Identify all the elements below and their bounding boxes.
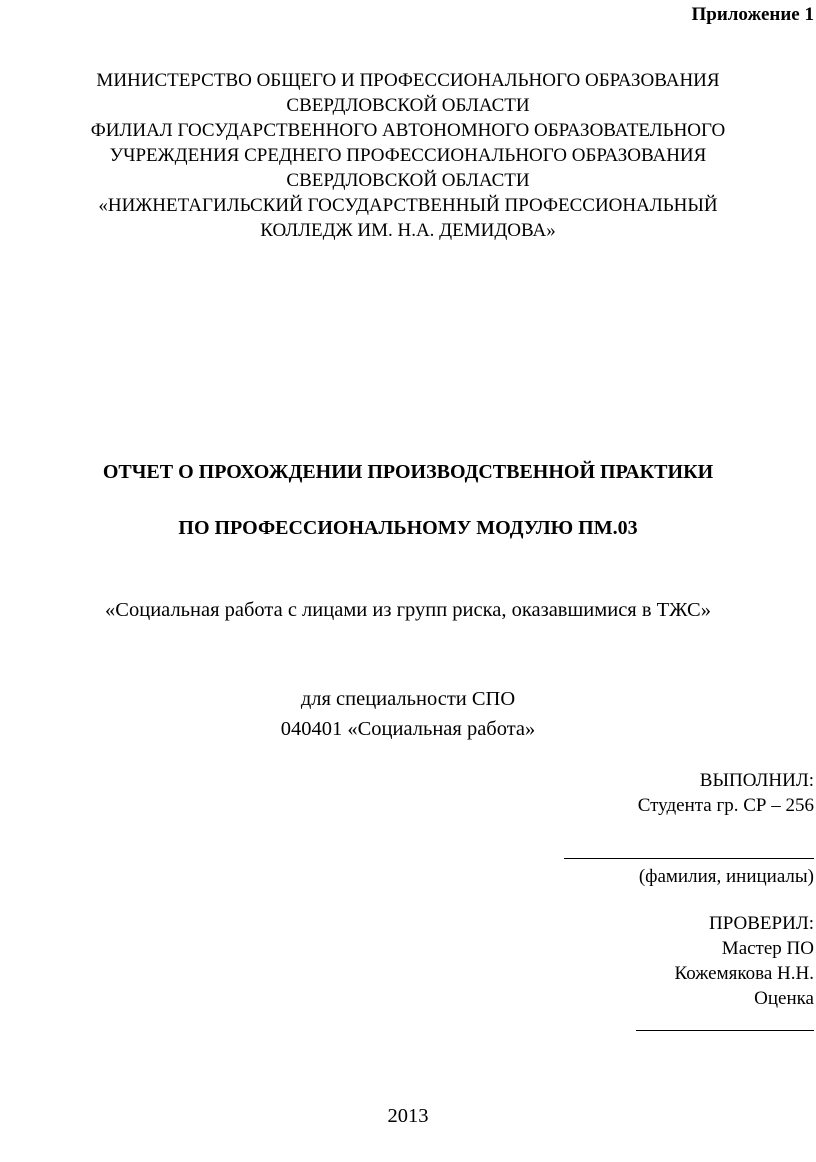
practice-topic: «Социальная работа с лицами из групп риска, оказавшимися в ТЖС» bbox=[105, 599, 711, 621]
institution-line: СВЕРДЛОВСКОЙ ОБЛАСТИ bbox=[286, 170, 530, 191]
specialty-code-line: 040401 «Социальная работа» bbox=[280, 718, 536, 740]
name-hint: (фамилия, инициалы) bbox=[638, 866, 814, 887]
student-name-blank-line bbox=[564, 858, 814, 859]
institution-line: ФИЛИАЛ ГОСУДАРСТВЕННОГО АВТОНОМНОГО ОБРАЗОВАТЕЛЬНОГО bbox=[90, 120, 726, 141]
specialty-line: для специальности СПО bbox=[300, 688, 516, 710]
grade-blank-line bbox=[636, 1030, 814, 1031]
module-title: ПО ПРОФЕССИОНАЛЬНОМУ МОДУЛЮ ПМ.03 bbox=[178, 517, 638, 539]
appendix-label: Приложение 1 bbox=[691, 4, 814, 25]
checked-block bbox=[675, 911, 814, 1011]
institution-line: УЧРЕЖДЕНИЯ СРЕДНЕГО ПРОФЕССИОНАЛЬНОГО ОБРАЗОВАНИЯ bbox=[109, 145, 707, 166]
grade-label: Оценка bbox=[754, 988, 814, 1009]
student-group: Студента гр. СР – 256 bbox=[637, 795, 814, 816]
checker-name: Кожемякова Н.Н. bbox=[674, 963, 814, 984]
executed-label: ВЫПОЛНИЛ: bbox=[699, 770, 814, 791]
executed-block bbox=[638, 768, 814, 818]
institution-line: МИНИСТЕРСТВО ОБЩЕГО И ПРОФЕССИОНАЛЬНОГО ОБРАЗОВАНИЯ bbox=[96, 70, 720, 91]
specialty-block bbox=[0, 684, 816, 744]
report-title: ОТЧЕТ О ПРОХОЖДЕНИИ ПРОИЗВОДСТВЕННОЙ ПРАКТИКИ bbox=[102, 461, 714, 483]
document-year: 2013 bbox=[387, 1105, 429, 1127]
institution-line: «НИЖНЕТАГИЛЬСКИЙ ГОСУДАРСТВЕННЫЙ ПРОФЕССИОНАЛЬНЫЙ bbox=[98, 195, 718, 216]
checker-role: Мастер ПО bbox=[721, 938, 814, 959]
institution-line: СВЕРДЛОВСКОЙ ОБЛАСТИ bbox=[286, 95, 530, 116]
institution-line: КОЛЛЕДЖ ИМ. Н.А. ДЕМИДОВА» bbox=[260, 220, 556, 241]
checked-label: ПРОВЕРИЛ: bbox=[709, 913, 814, 934]
institution-header bbox=[0, 68, 816, 243]
